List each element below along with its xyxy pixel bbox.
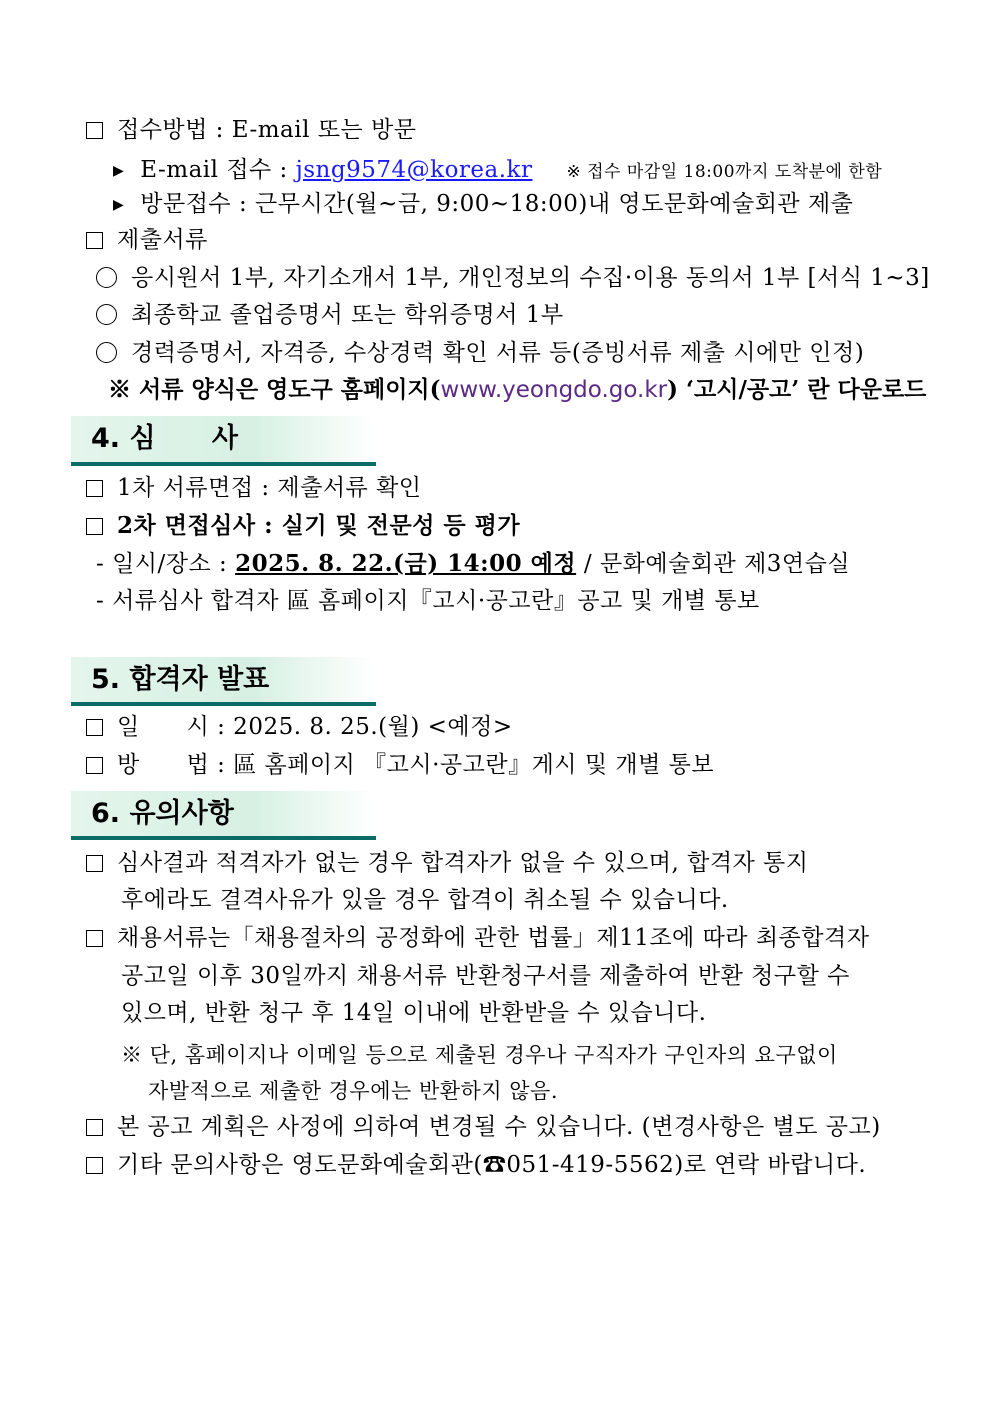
checkbox-icon bbox=[86, 757, 103, 774]
notice-paragraph-1: 심사결과 적격자가 없는 경우 합격자가 없을 수 있으며, 합격자 통지 bbox=[86, 846, 809, 880]
notice-paragraph-2: 채용서류는「채용절차의 공정화에 관한 법률」제11조에 따라 최종합격자 bbox=[86, 921, 869, 955]
circle-bullet-icon bbox=[96, 304, 117, 325]
email-link[interactable]: jsng9574@korea.kr bbox=[295, 157, 533, 183]
section-4-title: 4. 심 사 bbox=[91, 423, 239, 454]
notice-paragraph-3: 본 공고 계획은 사정에 의하여 변경될 수 있습니다. (변경사항은 별도 공고) bbox=[86, 1110, 881, 1144]
checkbox-icon bbox=[86, 719, 103, 736]
checkbox-icon bbox=[86, 518, 103, 535]
doc-item: 최종학교 졸업증명서 또는 학위증명서 1부 bbox=[96, 298, 564, 332]
section-4-header bbox=[71, 416, 376, 462]
visit-line: ▶ 방문접수 : 근무시간(월~금, 9:00~18:00)내 영도문화예술회관 제출 bbox=[113, 187, 853, 222]
review-stage-2: 2차 면접심사 : 실기 및 전문성 등 평가 bbox=[86, 509, 520, 543]
notice-paragraph-2-cont: 있으며, 반환 청구 후 14일 이내에 반환받을 수 있습니다. bbox=[121, 1000, 707, 1026]
notice-paragraph-1-cont: 후에라도 결격사유가 있을 경우 합격이 취소될 수 있습니다. bbox=[121, 887, 729, 913]
return-note-cont: 자발적으로 제출한 경우에는 반환하지 않음. bbox=[148, 1079, 559, 1103]
triangle-bullet-icon: ▶ bbox=[113, 197, 125, 213]
return-note: ※ 단, 홈페이지나 이메일 등으로 제출된 경우나 구직자가 구인자의 요구없이 bbox=[121, 1043, 838, 1067]
section-6-underline bbox=[71, 836, 376, 840]
section-5-title: 5. 합격자 발표 bbox=[91, 664, 270, 695]
form-download-note: ※ 서류 양식은 영도구 홈페이지(www.yeongdo.go.kr) ‘고시/공고’ 란 다운로드 bbox=[108, 376, 927, 403]
section-6-header bbox=[71, 791, 376, 837]
section-5-underline bbox=[71, 702, 376, 706]
checkbox-icon bbox=[86, 1119, 103, 1136]
section-6-title: 6. 유의사항 bbox=[91, 798, 234, 829]
doc-pass-notice: - 서류심사 합격자 區 홈페이지『고시·공고란』공고 및 개별 통보 bbox=[96, 588, 760, 614]
checkbox-icon bbox=[86, 855, 103, 872]
section-5-header bbox=[71, 657, 376, 703]
interview-date: 2025. 8. 22.(금) 14:00 예정 bbox=[235, 550, 577, 577]
checkbox-icon bbox=[86, 122, 103, 139]
triangle-bullet-icon: ▶ bbox=[113, 163, 125, 179]
checkbox-icon bbox=[86, 1157, 103, 1174]
email-note: ※ 접수 마감일 18:00까지 도착분에 한함 bbox=[566, 162, 883, 182]
method-line: 접수방법 : E-mail 또는 방문 bbox=[86, 113, 416, 147]
circle-bullet-icon bbox=[96, 267, 117, 288]
doc-item: 응시원서 1부, 자기소개서 1부, 개인정보의 수집·이용 동의서 1부 [서식 1~3] bbox=[96, 261, 930, 295]
checkbox-icon bbox=[86, 480, 103, 497]
homepage-link[interactable]: www.yeongdo.go.kr bbox=[440, 377, 668, 403]
email-line: ▶ E-mail 접수 : jsng9574@korea.kr ※ 접수 마감일 18:00까지 도착분에 한함 bbox=[113, 153, 882, 189]
review-stage-1: 1차 서류면접 : 제출서류 확인 bbox=[86, 471, 422, 505]
docs-title: 제출서류 bbox=[86, 223, 208, 257]
checkbox-icon bbox=[86, 930, 103, 947]
notice-paragraph-4: 기타 문의사항은 영도문화예술회관(☎051-419-5562)로 연락 바랍니다. bbox=[86, 1148, 866, 1182]
doc-item: 경력증명서, 자격증, 수상경력 확인 서류 등(증빙서류 제출 시에만 인정) bbox=[96, 336, 864, 370]
checkbox-icon bbox=[86, 232, 103, 249]
announce-method: 방 법 : 區 홈페이지 『고시·공고란』게시 및 개별 통보 bbox=[86, 748, 714, 782]
interview-schedule: - 일시/장소 : 2025. 8. 22.(금) 14:00 예정 / 문화예술회관 제3연습실 bbox=[96, 550, 851, 577]
notice-paragraph-2-cont: 공고일 이후 30일까지 채용서류 반환청구서를 제출하여 반환 청구할 수 bbox=[121, 963, 850, 989]
circle-bullet-icon bbox=[96, 342, 117, 363]
section-4-underline bbox=[71, 462, 376, 466]
announce-date: 일 시 : 2025. 8. 25.(월) <예정> bbox=[86, 710, 513, 744]
